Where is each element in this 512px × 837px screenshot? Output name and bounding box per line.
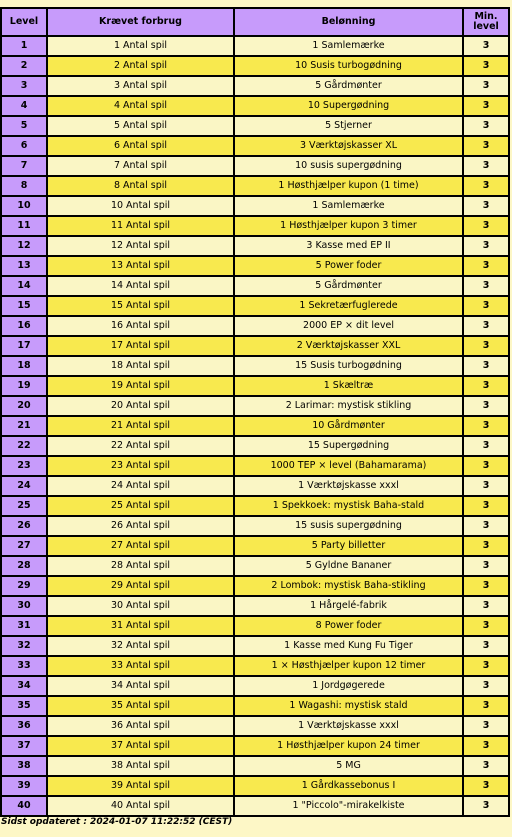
level-cell: 14 xyxy=(2,277,46,295)
cost-cell: 16 Antal spil xyxy=(48,317,233,335)
min-level-cell: 3 xyxy=(464,117,508,135)
level-cell: 38 xyxy=(2,757,46,775)
level-cell: 17 xyxy=(2,337,46,355)
min-level-cell: 3 xyxy=(464,517,508,535)
cost-cell: 20 Antal spil xyxy=(48,397,233,415)
reward-cell: 1 Jordgøgerede xyxy=(235,677,462,695)
reward-cell: 3 Kasse med EP II xyxy=(235,237,462,255)
min-level-cell: 3 xyxy=(464,777,508,795)
level-cell: 13 xyxy=(2,257,46,275)
cost-cell: 12 Antal spil xyxy=(48,237,233,255)
table-row xyxy=(2,677,508,695)
cost-cell: 22 Antal spil xyxy=(48,437,233,455)
cost-cell: 5 Antal spil xyxy=(48,117,233,135)
min-level-cell: 3 xyxy=(464,257,508,275)
level-cell: 25 xyxy=(2,497,46,515)
reward-cell: 1 "Piccolo"-mirakelkiste xyxy=(235,797,462,815)
min-level-cell: 3 xyxy=(464,637,508,655)
cost-cell: 11 Antal spil xyxy=(48,217,233,235)
min-level-cell: 3 xyxy=(464,617,508,635)
level-cell: 31 xyxy=(2,617,46,635)
table-row xyxy=(2,777,508,795)
level-cell: 30 xyxy=(2,597,46,615)
cost-cell: 2 Antal spil xyxy=(48,57,233,75)
min-level-cell: 3 xyxy=(464,417,508,435)
table-row xyxy=(2,97,508,115)
table-row xyxy=(2,657,508,675)
reward-cell: 5 MG xyxy=(235,757,462,775)
level-cell: 35 xyxy=(2,697,46,715)
min-level-cell: 3 xyxy=(464,157,508,175)
level-cell: 11 xyxy=(2,217,46,235)
level-cell: 8 xyxy=(2,177,46,195)
cost-cell: 8 Antal spil xyxy=(48,177,233,195)
reward-cell: 2 Larimar: mystisk stikling xyxy=(235,397,462,415)
min-level-cell: 3 xyxy=(464,277,508,295)
min-level-cell: 3 xyxy=(464,177,508,195)
level-cell: 5 xyxy=(2,117,46,135)
level-cell: 34 xyxy=(2,677,46,695)
min-level-cell: 3 xyxy=(464,397,508,415)
cost-cell: 14 Antal spil xyxy=(48,277,233,295)
reward-cell: 1000 TEP × level (Bahamarama) xyxy=(235,457,462,475)
table-row xyxy=(2,257,508,275)
cost-cell: 24 Antal spil xyxy=(48,477,233,495)
min-level-cell: 3 xyxy=(464,697,508,715)
table-row xyxy=(2,797,508,815)
reward-cell: 1 Wagashi: mystisk stald xyxy=(235,697,462,715)
level-cell: 28 xyxy=(2,557,46,575)
cost-cell: 23 Antal spil xyxy=(48,457,233,475)
level-cell: 19 xyxy=(2,377,46,395)
reward-cell: 5 Party billetter xyxy=(235,537,462,555)
level-cell: 39 xyxy=(2,777,46,795)
table-row xyxy=(2,437,508,455)
reward-cell: 3 Værktøjskasser XL xyxy=(235,137,462,155)
cost-cell: 26 Antal spil xyxy=(48,517,233,535)
table-row xyxy=(2,137,508,155)
min-level-cell: 3 xyxy=(464,797,508,815)
min-level-cell: 3 xyxy=(464,737,508,755)
min-level-cell: 3 xyxy=(464,537,508,555)
header-row xyxy=(2,9,508,35)
cost-cell: 15 Antal spil xyxy=(48,297,233,315)
table-row xyxy=(2,37,508,55)
reward-cell: 10 susis supergødning xyxy=(235,157,462,175)
table-row xyxy=(2,557,508,575)
reward-cell: 8 Power foder xyxy=(235,617,462,635)
level-cell: 15 xyxy=(2,297,46,315)
table-row xyxy=(2,697,508,715)
cost-cell: 6 Antal spil xyxy=(48,137,233,155)
cost-cell: 30 Antal spil xyxy=(48,597,233,615)
table-row xyxy=(2,117,508,135)
level-cell: 26 xyxy=(2,517,46,535)
cost-cell: 39 Antal spil xyxy=(48,777,233,795)
min-level-cell: 3 xyxy=(464,217,508,235)
reward-cell: 15 susis supergødning xyxy=(235,517,462,535)
min-level-cell: 3 xyxy=(464,557,508,575)
reward-cell: 1 Spekkoek: mystisk Baha-stald xyxy=(235,497,462,515)
level-cell: 1 xyxy=(2,37,46,55)
header-min-level: Min. level xyxy=(464,9,508,35)
table-row xyxy=(2,237,508,255)
reward-cell: 2 Lombok: mystisk Baha-stikling xyxy=(235,577,462,595)
cost-cell: 10 Antal spil xyxy=(48,197,233,215)
min-level-cell: 3 xyxy=(464,297,508,315)
table-row xyxy=(2,757,508,775)
min-level-cell: 3 xyxy=(464,197,508,215)
cost-cell: 27 Antal spil xyxy=(48,537,233,555)
reward-cell: 1 Værktøjskasse xxxl xyxy=(235,477,462,495)
min-level-cell: 3 xyxy=(464,477,508,495)
reward-cell: 5 Gårdmønter xyxy=(235,77,462,95)
reward-cell: 2 Værktøjskasser XXL xyxy=(235,337,462,355)
last-updated: Sidst opdateret : 2024-01-07 11:22:52 (CEST) xyxy=(1,817,233,827)
table-row xyxy=(2,477,508,495)
reward-cell: 10 Supergødning xyxy=(235,97,462,115)
min-level-cell: 3 xyxy=(464,37,508,55)
cost-cell: 38 Antal spil xyxy=(48,757,233,775)
min-level-cell: 3 xyxy=(464,317,508,335)
min-level-cell: 3 xyxy=(464,97,508,115)
reward-cell: 1 Sekretærfuglerede xyxy=(235,297,462,315)
level-cell: 22 xyxy=(2,437,46,455)
cost-cell: 19 Antal spil xyxy=(48,377,233,395)
min-level-cell: 3 xyxy=(464,77,508,95)
cost-cell: 4 Antal spil xyxy=(48,97,233,115)
reward-cell: 1 Kasse med Kung Fu Tiger xyxy=(235,637,462,655)
reward-cell: 10 Gårdmønter xyxy=(235,417,462,435)
level-cell: 2 xyxy=(2,57,46,75)
level-cell: 16 xyxy=(2,317,46,335)
reward-cell: 15 Supergødning xyxy=(235,437,462,455)
cost-cell: 25 Antal spil xyxy=(48,497,233,515)
cost-cell: 18 Antal spil xyxy=(48,357,233,375)
header-level: Level xyxy=(2,9,46,35)
table-row xyxy=(2,297,508,315)
table-row xyxy=(2,177,508,195)
reward-cell: 1 Skæltræ xyxy=(235,377,462,395)
cost-cell: 13 Antal spil xyxy=(48,257,233,275)
table-row xyxy=(2,317,508,335)
min-level-cell: 3 xyxy=(464,757,508,775)
level-cell: 12 xyxy=(2,237,46,255)
header-reward: Belønning xyxy=(235,9,462,35)
min-level-cell: 3 xyxy=(464,357,508,375)
level-cell: 23 xyxy=(2,457,46,475)
table-row xyxy=(2,377,508,395)
level-cell: 20 xyxy=(2,397,46,415)
table-row xyxy=(2,537,508,555)
reward-cell: 1 × Høsthjælper kupon 12 timer xyxy=(235,657,462,675)
level-cell: 32 xyxy=(2,637,46,655)
table-row xyxy=(2,617,508,635)
reward-cell: 10 Susis turbogødning xyxy=(235,57,462,75)
cost-cell: 1 Antal spil xyxy=(48,37,233,55)
table-row xyxy=(2,77,508,95)
level-cell: 6 xyxy=(2,137,46,155)
reward-cell: 1 Samlemærke xyxy=(235,197,462,215)
min-level-cell: 3 xyxy=(464,497,508,515)
level-cell: 40 xyxy=(2,797,46,815)
reward-cell: 1 Gårdkassebonus I xyxy=(235,777,462,795)
rewards-table xyxy=(0,7,510,817)
cost-cell: 34 Antal spil xyxy=(48,677,233,695)
cost-cell: 7 Antal spil xyxy=(48,157,233,175)
min-level-cell: 3 xyxy=(464,57,508,75)
cost-cell: 36 Antal spil xyxy=(48,717,233,735)
reward-cell: 1 Hårgelé-fabrik xyxy=(235,597,462,615)
table-row xyxy=(2,497,508,515)
table-row xyxy=(2,397,508,415)
min-level-cell: 3 xyxy=(464,337,508,355)
table-row xyxy=(2,417,508,435)
cost-cell: 21 Antal spil xyxy=(48,417,233,435)
reward-cell: 5 Gårdmønter xyxy=(235,277,462,295)
level-cell: 27 xyxy=(2,537,46,555)
reward-cell: 2000 EP × dit level xyxy=(235,317,462,335)
reward-cell: 5 Power foder xyxy=(235,257,462,275)
reward-cell: 15 Susis turbogødning xyxy=(235,357,462,375)
table-row xyxy=(2,57,508,75)
cost-cell: 28 Antal spil xyxy=(48,557,233,575)
level-cell: 36 xyxy=(2,717,46,735)
table-row xyxy=(2,357,508,375)
header-cost: Krævet forbrug xyxy=(48,9,233,35)
level-cell: 21 xyxy=(2,417,46,435)
reward-cell: 5 Stjerner xyxy=(235,117,462,135)
level-cell: 10 xyxy=(2,197,46,215)
min-level-cell: 3 xyxy=(464,457,508,475)
cost-cell: 3 Antal spil xyxy=(48,77,233,95)
level-cell: 24 xyxy=(2,477,46,495)
level-cell: 7 xyxy=(2,157,46,175)
reward-cell: 1 Høsthjælper kupon 3 timer xyxy=(235,217,462,235)
table-row xyxy=(2,277,508,295)
cost-cell: 17 Antal spil xyxy=(48,337,233,355)
table-row xyxy=(2,717,508,735)
min-level-cell: 3 xyxy=(464,137,508,155)
min-level-cell: 3 xyxy=(464,717,508,735)
level-cell: 18 xyxy=(2,357,46,375)
level-cell: 29 xyxy=(2,577,46,595)
table-row xyxy=(2,197,508,215)
table-row xyxy=(2,637,508,655)
cost-cell: 37 Antal spil xyxy=(48,737,233,755)
min-level-cell: 3 xyxy=(464,437,508,455)
min-level-cell: 3 xyxy=(464,377,508,395)
min-level-cell: 3 xyxy=(464,577,508,595)
table-row xyxy=(2,737,508,755)
table-row xyxy=(2,157,508,175)
min-level-cell: 3 xyxy=(464,237,508,255)
table-row xyxy=(2,597,508,615)
cost-cell: 31 Antal spil xyxy=(48,617,233,635)
table-row xyxy=(2,577,508,595)
reward-cell: 1 Værktøjskasse xxxl xyxy=(235,717,462,735)
cost-cell: 33 Antal spil xyxy=(48,657,233,675)
table-row xyxy=(2,217,508,235)
min-level-cell: 3 xyxy=(464,657,508,675)
table-row xyxy=(2,457,508,475)
level-cell: 37 xyxy=(2,737,46,755)
cost-cell: 29 Antal spil xyxy=(48,577,233,595)
cost-cell: 32 Antal spil xyxy=(48,637,233,655)
reward-cell: 1 Samlemærke xyxy=(235,37,462,55)
table-row xyxy=(2,517,508,535)
level-cell: 4 xyxy=(2,97,46,115)
table-row xyxy=(2,337,508,355)
reward-cell: 5 Gyldne Bananer xyxy=(235,557,462,575)
reward-cell: 1 Høsthjælper kupon (1 time) xyxy=(235,177,462,195)
level-cell: 3 xyxy=(2,77,46,95)
level-cell: 33 xyxy=(2,657,46,675)
min-level-cell: 3 xyxy=(464,597,508,615)
cost-cell: 35 Antal spil xyxy=(48,697,233,715)
min-level-cell: 3 xyxy=(464,677,508,695)
cost-cell: 40 Antal spil xyxy=(48,797,233,815)
reward-cell: 1 Høsthjælper kupon 24 timer xyxy=(235,737,462,755)
